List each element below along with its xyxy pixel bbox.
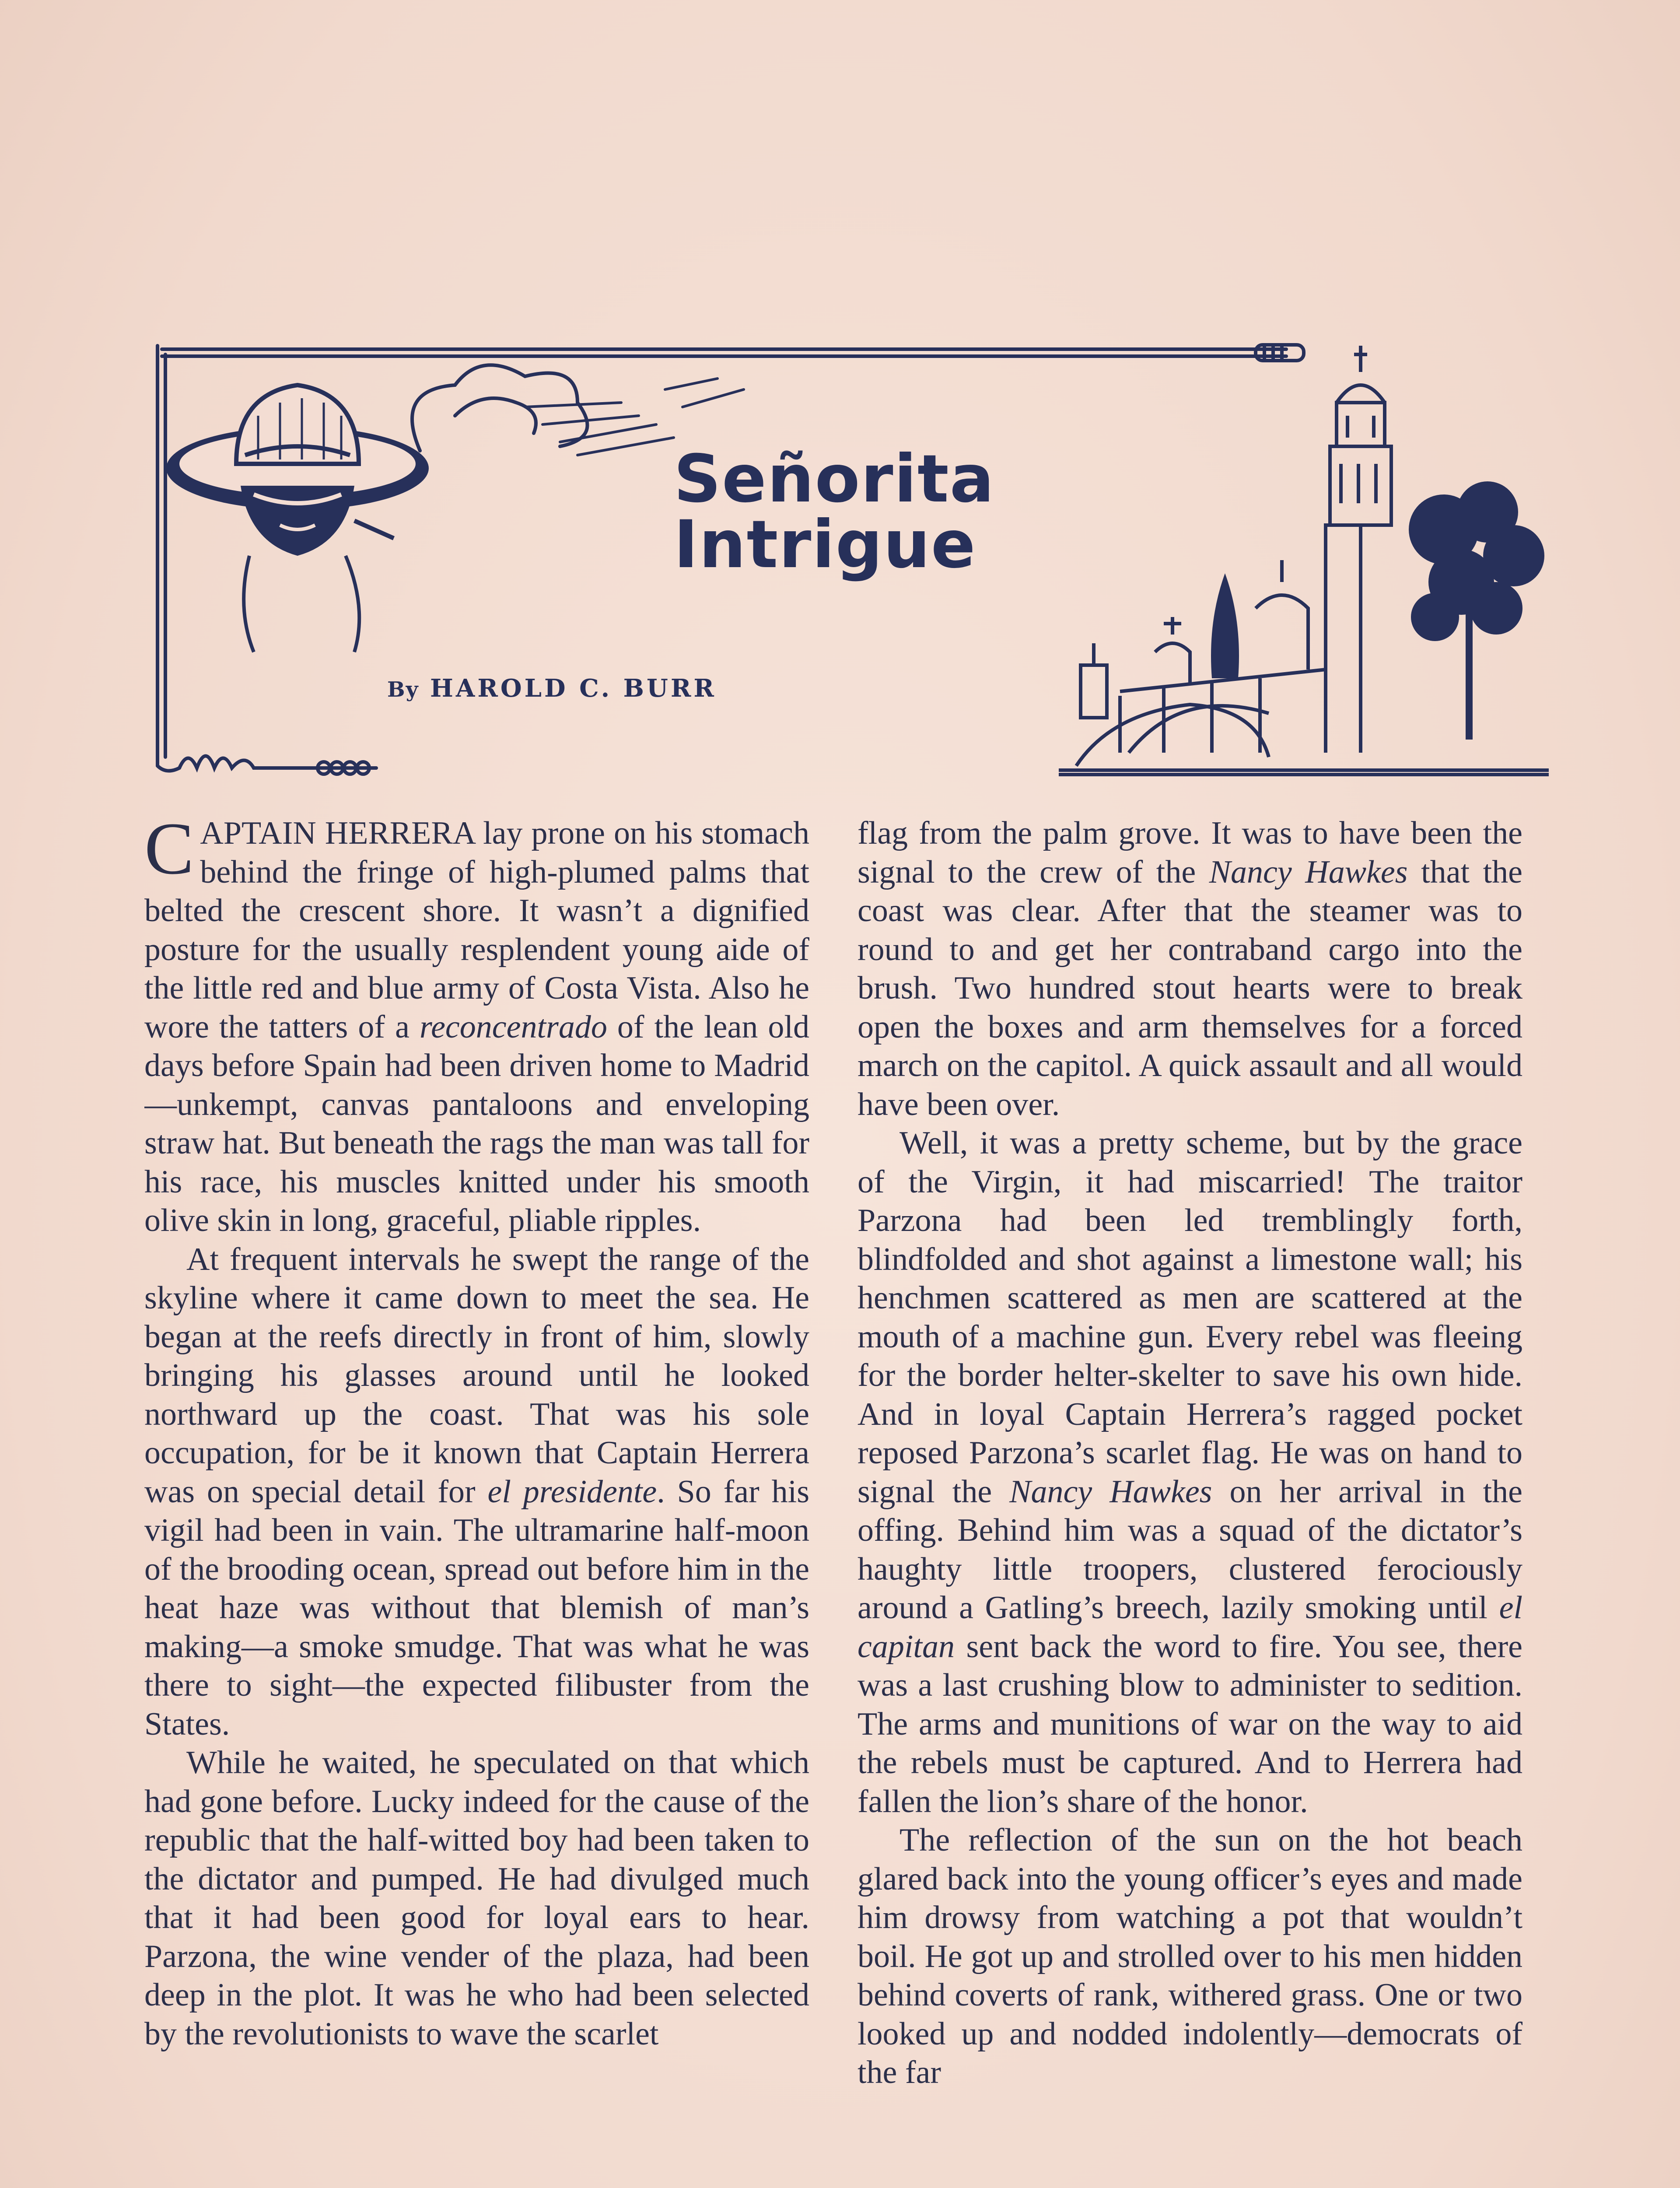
smoke-curl [412,365,588,451]
paragraph [144,814,809,1240]
paragraph-text: on her arrival in the offing. Behind him was a squad of the dictator’s haughty little troopers, clustered ferociously around a Gatling’s breech, lazily smoking until [858,1473,1522,1626]
cypress-tree-icon [1211,573,1239,678]
byline [387,674,717,703]
title-line-1: Señorita [674,441,995,517]
paragraph-text: sent back the word to fire. You see, there was a last crushing blow to administer to sedition. The arms and munitions of war on the way to aid the rebels must be captured. And to Herrera had fallen the lion’s share of the honor. [858,1628,1522,1820]
paragraph-text: Well, it was a pretty scheme, but by the grace of the Virgin, it had miscarried! The traitor Parzona had been led tremblingly forth, blindfolded and shot against a limestone wall; his henchmen scattered as men are scattered at the mouth of a machine gun. Every rebel was fleeing for the border helter-skelter to save his own hide. And in loyal Captain Herrera’s ragged pocket reposed Parzona’s scarlet flag. He was on hand to signal the [858,1125,1522,1510]
italic-ship-name: Nancy Hawkes [1209,854,1408,890]
paragraph-text: At frequent intervals he swept the range of the skyline where it came down to meet the sea. He began at the reefs directly in front of him, slowly bringing his glasses around until he looked northward up the coast. That was his sole occupation, for be it known that Captain Herrera was on special detail for [144,1241,809,1510]
text-column-right [858,814,1522,2188]
leafy-tree-icon [1409,481,1544,740]
drop-cap: C [144,814,194,890]
paragraph: While he waited, he speculated on that which had gone before. Lucky indeed for the cause of the republic that the half-witted boy had been taken to the dictator and pumped. He had divulged much that it had been good for loyal ears to hear. Parzona, the wine vender of the plaza, had been deep in the plot. It was he who had been selected by the revolutionists to wave the scarlet [144,1745,809,2052]
sombrero-man-icon [166,385,429,652]
byline-author: HAROLD C. BURR [430,674,717,703]
story-title [674,441,995,583]
paragraph: The reflection of the sun on the hot beach glared back into the young officer’s eyes and made him drowsy from watching a pot that wouldn’t boil. He got up and strolled over to his men hidden behind coverts of rank, withered grass. One or two looked up and nodded indolently—democrats of the far [858,1822,1522,2090]
paragraph [144,1240,809,1744]
paragraph-text: . So far his vigil had been in vain. The ultramarine half-moon of the brooding ocean, spread out before him in the heat haze was without that blemish of man’s making—a smoke smudge. That was what he was there to sight—the expected filibuster from the States. [144,1473,809,1742]
italic-ship-name: Nancy Hawkes [1009,1473,1212,1510]
italic-term: el presidente [487,1473,657,1510]
paragraph [858,1124,1522,1821]
text-column-left [144,814,809,2188]
paragraph-text: of the lean old days before Spain had been driven home to Madrid—unkempt, canvas pantaloons and enveloping straw hat. But beneath the rags the man was tall for his race, his muscles knitted under his smooth olive skin in long, graceful, pliable ripples. [144,1009,809,1238]
left-border [158,346,165,766]
title-illustration [149,337,1558,779]
italic-term: el capitan [858,1590,1522,1665]
paragraph-text: APTAIN HERRERA lay prone on his stomach behind the fringe of high-plumed palms that belted the crescent shore. It wasn’t a dignified posture for the usually resplendent young aide of the little red and blue army of Costa Vista. Also he wore the tatters of a [144,815,809,1045]
title-line-2: Intrigue [674,507,976,583]
paragraph-text: flag from the palm grove. It was to have been the signal to the crew of the [858,815,1522,890]
paragraph [858,814,1522,1124]
italic-term: reconcentrado [420,1009,607,1045]
byline-prefix: By [387,677,419,702]
paragraph-text: that the coast was clear. After that the steamer was to round to and get her contraband cargo into the brush. Two hundred stout hearts were to break open the boxes and arm themselves for a forced march on the capitol. A quick assault and all would have been over. [858,854,1522,1122]
